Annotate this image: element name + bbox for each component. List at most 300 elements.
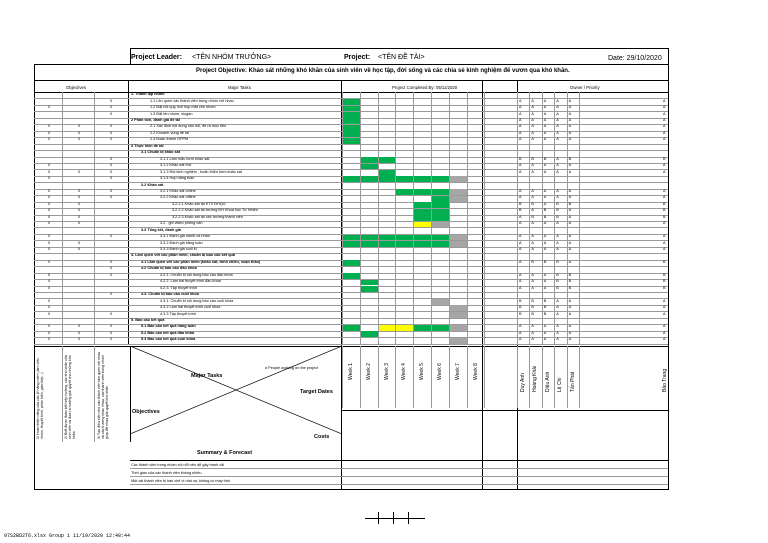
owner-priority: A: [519, 137, 522, 142]
owner-priority-last: A: [663, 137, 666, 142]
owner-priority: A: [568, 330, 572, 335]
owner-priority: A: [519, 337, 522, 342]
owner-priority: B: [531, 201, 534, 206]
owner-priority: A: [568, 221, 572, 226]
week-col-line: [360, 346, 361, 408]
owner-priority-last: A: [663, 330, 666, 335]
task-label: 4.2 Chuẩn bị báo cáo đầu khóa: [141, 266, 197, 271]
row-line: [34, 150, 668, 151]
gantt-cell-done: [360, 286, 378, 292]
owner-priority-last: B: [663, 259, 666, 264]
owner-priority: A: [531, 98, 534, 103]
owner-col-line: [517, 92, 518, 344]
task-label: 4.3.2 Làm bài thuyết trình cuối khóa: [160, 305, 221, 310]
objective-marker: 0: [48, 221, 51, 226]
week-col-line: [378, 346, 379, 408]
task-label: 4.2.1. Chuẩn bị nội dung báo cáo đầu khóa: [160, 272, 233, 277]
owner-priority: B: [568, 156, 572, 161]
owner-priority: A: [568, 305, 572, 310]
gantt-col-line: [449, 92, 450, 344]
owner-priority: A: [556, 240, 559, 245]
week-col-line: [484, 346, 485, 408]
gantt-cell-done: [342, 112, 360, 118]
task-label: 1.2 Đặt nội quy, lịch họp mặt cho nhóm: [150, 105, 216, 110]
owner-priority: A: [568, 298, 572, 303]
task-label: 4.2.3. Tập thuyết trình: [160, 285, 198, 290]
owner-priority: A: [519, 124, 522, 129]
row-line: [34, 195, 668, 196]
bottom-target-dates: Target Dates: [300, 389, 333, 395]
owner-priority-last: A: [663, 311, 666, 316]
bottom-summary: Summary & Forecast: [197, 450, 253, 456]
owner-priority-last: A: [663, 240, 666, 245]
task-label: 1.1 Lên quen các thành viên trong nhóm với nhau: [150, 98, 234, 103]
owner-priority: A: [519, 130, 522, 135]
owner-priority: A: [519, 118, 522, 122]
page-marker-tick: [408, 512, 409, 524]
gantt-cell-done: [395, 189, 413, 195]
gantt-cell-highlight: [378, 325, 396, 331]
objective-marker: 0: [110, 330, 113, 335]
objective-text-divider: [94, 346, 95, 442]
note-1: Các thành viên trong nhóm xôi nổi nên dễ gây tranh cãi: [131, 463, 225, 467]
owner-priority: B: [531, 156, 534, 161]
owner-priority: B: [568, 201, 572, 206]
owner-priority: A: [543, 279, 547, 284]
owner-priority: A: [531, 169, 534, 174]
owner-priority: A: [519, 98, 522, 103]
bottom-major-tasks: Major Tasks: [191, 373, 223, 379]
owner-priority: A: [531, 163, 534, 168]
gantt-cell-done: [360, 164, 378, 170]
task-label: 5.1 Báo cáo kết quả hàng tuần: [141, 324, 196, 329]
project-date: Date: 29/10/2020: [608, 55, 662, 62]
page-marker-tick: [378, 512, 379, 524]
objective-marker: 0: [78, 214, 81, 219]
gantt-cell-done: [395, 235, 413, 241]
objective-marker: 0: [110, 169, 113, 174]
objective-marker: 0: [110, 137, 113, 142]
week-label: Week 8: [472, 362, 479, 380]
gantt-cell-planned: [431, 299, 449, 305]
owner-priority: A: [531, 221, 534, 226]
owner-priority: A: [543, 201, 547, 206]
objective-marker: 0: [110, 266, 113, 271]
gantt-cell-done: [431, 196, 449, 202]
owner-priority: A: [568, 169, 572, 174]
header-bottom-border: [34, 64, 668, 65]
objective-marker: 0: [48, 201, 51, 206]
project-leader-value: <TÊN NHÓM TRƯỞNG>: [192, 54, 272, 61]
gantt-cell-done: [342, 325, 360, 331]
owner-priority: A: [543, 195, 547, 200]
gantt-cell-done: [431, 325, 449, 331]
gantt-cell-done: [413, 176, 431, 182]
row-line: [34, 298, 668, 299]
owner-priority: A: [568, 259, 572, 264]
owner-priority: B: [519, 305, 522, 310]
objective-marker: 0: [48, 240, 51, 245]
week-col-line: [395, 346, 396, 408]
owner-priority-last: B: [663, 285, 666, 290]
objective-marker: 0: [48, 324, 51, 329]
objective-marker: 0: [48, 234, 51, 239]
objective-marker: 0: [78, 201, 81, 206]
gantt-cell-planned: [449, 305, 467, 311]
owner-priority: A: [531, 337, 534, 342]
owner-priority: A: [556, 137, 559, 142]
owner-priority: A: [531, 118, 534, 122]
gantt-cell-done: [431, 202, 449, 208]
owner-priority: B: [519, 201, 522, 206]
owner-priority: A: [556, 130, 559, 135]
task-label: 3.3.2 Đánh giá hằng tuần: [160, 240, 203, 245]
owner-priority-last: B: [663, 279, 666, 284]
gantt-cell-done: [413, 241, 431, 247]
bottom-costs: Costs: [314, 434, 330, 440]
owner-priority: B: [568, 272, 572, 277]
gantt-cell-done: [342, 99, 360, 105]
row-line: [34, 189, 668, 190]
owner-priority: A: [568, 208, 572, 213]
gantt-cell-done: [378, 170, 396, 176]
owner-priority: A: [531, 130, 534, 135]
gantt-col-line: [395, 92, 396, 344]
notes-top-border: [130, 460, 668, 461]
gantt-cell-done: [342, 176, 360, 182]
owner-priority: A: [531, 188, 534, 193]
objective-marker: 0: [48, 285, 51, 290]
objective-marker: 0: [110, 234, 113, 239]
owner-priority: A: [568, 105, 572, 110]
objective-marker: 0: [78, 188, 81, 193]
owner-priority: A: [543, 188, 547, 193]
task-label: 2.1 Xác định nội dung câu hỏi, đề ra mục tiêu: [150, 124, 227, 129]
row-line: [34, 247, 668, 248]
owner-name-label: Lệ Chi: [557, 377, 564, 392]
owner-priority: A: [519, 279, 522, 284]
owner-col-line: [567, 346, 568, 408]
objective-marker: 0: [48, 298, 51, 303]
objective-marker: 0: [78, 247, 81, 251]
gantt-cell-planned: [449, 189, 467, 195]
owner-priority: A: [556, 330, 559, 335]
owner-priority: A: [568, 234, 572, 239]
owner-priority-last: A: [663, 111, 666, 116]
gantt-cell-done: [378, 157, 396, 163]
owner-priority: A: [568, 130, 572, 135]
objective-marker: 0: [78, 337, 81, 342]
objective-marker: 0: [110, 130, 113, 135]
owner-priority: A: [556, 156, 559, 161]
col-objectives: Objectives: [66, 85, 87, 90]
owner-priority-last: A: [663, 169, 666, 174]
notes-line: [130, 476, 668, 477]
row-line: [34, 305, 668, 306]
owner-priority: A: [519, 259, 522, 264]
row-line: [34, 292, 668, 293]
week-col-line: [342, 346, 343, 408]
owner-priority-last: A: [663, 130, 666, 135]
week-col-line: [449, 346, 450, 408]
owner-name-label: Bảo Trang: [662, 368, 668, 392]
task-label: 3.1.3 Rút kinh nghiệm , hoàn thiện form khảo sát: [160, 169, 242, 174]
gantt-cell-done: [431, 209, 449, 215]
gantt-col-line: [360, 92, 361, 344]
gantt-col-line: [484, 92, 485, 344]
row-line: [34, 311, 668, 312]
owner-priority: A: [531, 105, 534, 110]
gantt-cell-planned: [449, 338, 467, 344]
owner-priority: A: [543, 163, 547, 168]
gantt-cell-planned: [449, 235, 467, 241]
owner-col-line: [554, 92, 555, 344]
owner-name-label: Tấn Phát: [569, 371, 576, 392]
objective-text: 1/ Hoàn thiện năng của các kĩ năng mềm (làm việc nhóm, thuyết trình, phản biện, giao tiếp...): [36, 357, 45, 439]
print-footer: 97S2BD2T6.xlsx Group 1 11/19/2020 12:48:44: [4, 533, 131, 539]
row-line: [34, 221, 668, 222]
row-line: [34, 169, 668, 170]
task-label: 5.2 Báo cáo kết quả đầu khóa: [141, 330, 195, 335]
owner-priority: B: [543, 156, 547, 161]
owner-priority: B: [543, 259, 547, 264]
sheet-bottom-border: [34, 489, 668, 490]
summary-matrix-diagonals: [130, 346, 342, 434]
owner-priority: A: [543, 111, 547, 116]
owner-priority: B: [556, 279, 559, 284]
owner-priority: B: [543, 311, 547, 316]
owner-priority: A: [568, 195, 572, 200]
objective-marker: 0: [110, 324, 113, 329]
objective-marker: 0: [48, 330, 51, 335]
objective-marker: 0: [78, 240, 81, 245]
owner-priority: A: [531, 324, 534, 329]
gantt-cell-done: [413, 202, 431, 208]
owner-priority: A: [519, 188, 522, 193]
gantt-cell-done: [342, 235, 360, 241]
task-label: 3.2.2.1 Khảo sát tại KTX ĐHQG: [172, 201, 226, 206]
owner-priority: A: [519, 163, 522, 168]
table-top-border: [34, 92, 668, 93]
row-line: [34, 208, 668, 209]
owner-priority: A: [531, 279, 534, 284]
header-top-border: [130, 48, 668, 49]
owner-priority: A: [556, 298, 559, 303]
owner-priority: A: [556, 234, 559, 239]
owner-priority: A: [543, 324, 547, 329]
owner-priority: A: [531, 285, 534, 290]
owner-priority: A: [556, 163, 559, 168]
owner-priority: A: [531, 330, 534, 335]
week-col-line: [431, 346, 432, 408]
owner-priority: A: [543, 118, 547, 122]
task-label: 5.3 Báo cáo kết quả cuối khóa: [141, 337, 196, 342]
owner-priority: B: [556, 259, 559, 264]
header-left-border: [130, 48, 131, 64]
owner-priority: A: [568, 311, 572, 316]
task-label: 2.2 Khoanh vùng đề tài: [150, 130, 190, 135]
objective-marker: 0: [48, 105, 51, 110]
owner-col-line: [517, 346, 518, 408]
owner-priority: A: [519, 330, 522, 335]
gantt-cell-done: [431, 241, 449, 247]
owner-priority: B: [543, 305, 547, 310]
owner-priority: B: [556, 272, 559, 277]
objective-marker: 0: [48, 214, 51, 219]
owner-priority: A: [543, 337, 547, 342]
task-label: 3.1 Chuẩn bị khảo sát: [141, 150, 181, 155]
owner-priority: A: [568, 188, 572, 193]
owner-priority: A: [531, 208, 534, 213]
owner-priority: B: [531, 305, 534, 310]
col-owner: Owner / Priority: [570, 85, 600, 90]
task-label: 3.2.2 Khảo sát offline: [160, 195, 196, 200]
gantt-cell-done: [360, 176, 378, 182]
owner-priority: A: [519, 169, 522, 174]
owner-priority: A: [543, 234, 547, 239]
objective-marker: 0: [78, 330, 81, 335]
page-marker: [365, 518, 425, 519]
owner-priority: A: [556, 337, 559, 342]
task-label: 4. Làm quen với các phần mềm, chuẩn bị báo cáo kết quả: [131, 253, 235, 258]
objective-marker: 0: [78, 324, 81, 329]
objective-marker: 0: [110, 259, 113, 264]
objective-marker: 0: [110, 195, 113, 200]
owner-col-line: [554, 346, 555, 408]
week-label: Week 4: [401, 362, 408, 380]
owner-priority-last: A: [663, 124, 666, 129]
gantt-cell-done: [413, 215, 431, 221]
objective-marker: 0: [48, 279, 51, 284]
task-label: 1.3 Đặt tên nhóm, slogan: [150, 111, 193, 116]
gantt-cell-done: [431, 215, 449, 221]
objective-marker: 0: [48, 208, 51, 213]
owner-priority: A: [519, 247, 522, 251]
owner-priority: B: [543, 214, 547, 219]
owner-name-label: Hoàng Khải: [532, 365, 539, 392]
gantt-cell-planned: [431, 222, 449, 228]
gantt-cell-done: [360, 235, 378, 241]
task-label: 5. Báo cáo kết quả: [131, 317, 165, 322]
task-label: 3.2.2.2 Khảo sát tại trường ĐH Khoa học Tự Nhiên: [172, 208, 258, 213]
col-major-tasks: Major Tasks: [228, 85, 251, 90]
row-line: [34, 215, 668, 216]
owner-priority: A: [568, 214, 572, 219]
owner-priority: A: [543, 98, 547, 103]
gantt-cell-done: [378, 241, 396, 247]
owner-priority: A: [568, 324, 572, 329]
gantt-cell-done: [342, 241, 360, 247]
gantt-cell-done: [342, 131, 360, 137]
objective-text: 3/ Tạo điều kiện cho các thành viên làm quen với nhau và các trường khác nhau, các thành viên trong nhóm giúp đỡ nhau giải quyết khó khăn: [97, 351, 110, 439]
task-label: 4.3.1. Chuẩn bị nội dung báo cáo cuối khóa: [160, 298, 234, 303]
owner-priority: A: [556, 195, 559, 200]
page-marker-tick: [393, 512, 394, 524]
notes-line: [130, 468, 668, 469]
week-label: Week 5: [419, 362, 426, 380]
owner-priority: A: [543, 240, 547, 245]
objective-marker: 0: [48, 137, 51, 142]
objective-marker: 0: [48, 176, 51, 181]
task-label: 3.3.3 Đánh giá cuối kì: [160, 247, 197, 251]
row-line: [34, 266, 668, 267]
owner-priority: A: [543, 105, 547, 110]
gantt-cell-done: [413, 209, 431, 215]
owner-priority: B: [568, 285, 572, 290]
task-label: 4.3. Chuẩn bị báo cáo cuối khóa: [141, 292, 199, 297]
notes-line: [130, 484, 668, 485]
owner-priority: A: [531, 111, 534, 116]
owner-col-line: [529, 346, 530, 408]
owner-name-label: Diệu Anh: [544, 371, 551, 392]
owner-priority-last: A: [663, 298, 666, 303]
gantt-col-line: [467, 92, 468, 344]
owner-priority: B: [519, 311, 522, 316]
owner-priority-last: B: [663, 214, 666, 219]
objective-marker: 0: [78, 137, 81, 142]
owner-priority: A: [543, 130, 547, 135]
objective-marker: 0: [110, 272, 113, 277]
row-line: [34, 286, 668, 287]
objective-col-line: [94, 92, 95, 344]
gantt-cell-done: [342, 125, 360, 131]
row-line: [34, 318, 668, 319]
bottom-objectives: Objectives: [132, 409, 160, 415]
gantt-cell-done: [395, 176, 413, 182]
note-2: Thời gian của các thành viên không nhiều: [131, 471, 202, 475]
gantt-col-line: [342, 92, 343, 344]
objective-marker: 0: [48, 124, 51, 129]
owner-priority: B: [556, 214, 559, 219]
gantt-cell-done: [360, 331, 378, 337]
objective-marker: 0: [78, 169, 81, 174]
task-label: 2.3 Đoàn thành OPPM: [150, 137, 189, 142]
owner-priority: A: [568, 247, 572, 251]
owner-priority: A: [556, 105, 559, 110]
owner-priority-last: A: [663, 337, 666, 342]
objective-marker: 0: [48, 305, 51, 310]
objective-marker: 0: [48, 169, 51, 174]
task-label: 2 Phân tích, đánh giá đề tài: [131, 118, 180, 122]
owner-priority: A: [519, 214, 522, 219]
objective-text: 2/ Biết được đoàn kết hiệp hướng, các khó khăn của sinh viên và đưa ra hướng giải quyết cho những khó khăn: [64, 354, 77, 439]
owner-col-line: [542, 346, 543, 408]
owner-priority: A: [556, 169, 559, 174]
objective-col-line: [62, 92, 63, 344]
row-line: [34, 344, 668, 345]
owner-priority: B: [531, 298, 534, 303]
gantt-cell-done: [342, 260, 360, 266]
task-label: 3.1.1 Làm mẫu form khảo sát: [160, 156, 210, 161]
owner-priority: A: [519, 285, 522, 290]
owner-col-line: [579, 92, 580, 344]
gantt-col-line: [378, 92, 379, 344]
week-label: Week 2: [365, 362, 372, 380]
owner-priority: A: [543, 247, 547, 251]
owner-priority: A: [568, 337, 572, 342]
owner-priority: B: [556, 201, 559, 206]
owner-priority: A: [568, 163, 572, 168]
objective-marker: 0: [48, 163, 51, 168]
objective-marker: 0: [48, 188, 51, 193]
project-value: <TÊN ĐỀ TÀI>: [378, 54, 425, 61]
task-label: 3.1.4 Họp hằng tuần: [160, 176, 195, 181]
project-leader-label: Project Leader:: [131, 54, 182, 61]
owner-priority: B: [543, 208, 547, 213]
owner-priority: A: [556, 221, 559, 226]
owner-priority: A: [556, 111, 559, 116]
task-label: 1. Thành lập nhóm: [131, 92, 165, 97]
